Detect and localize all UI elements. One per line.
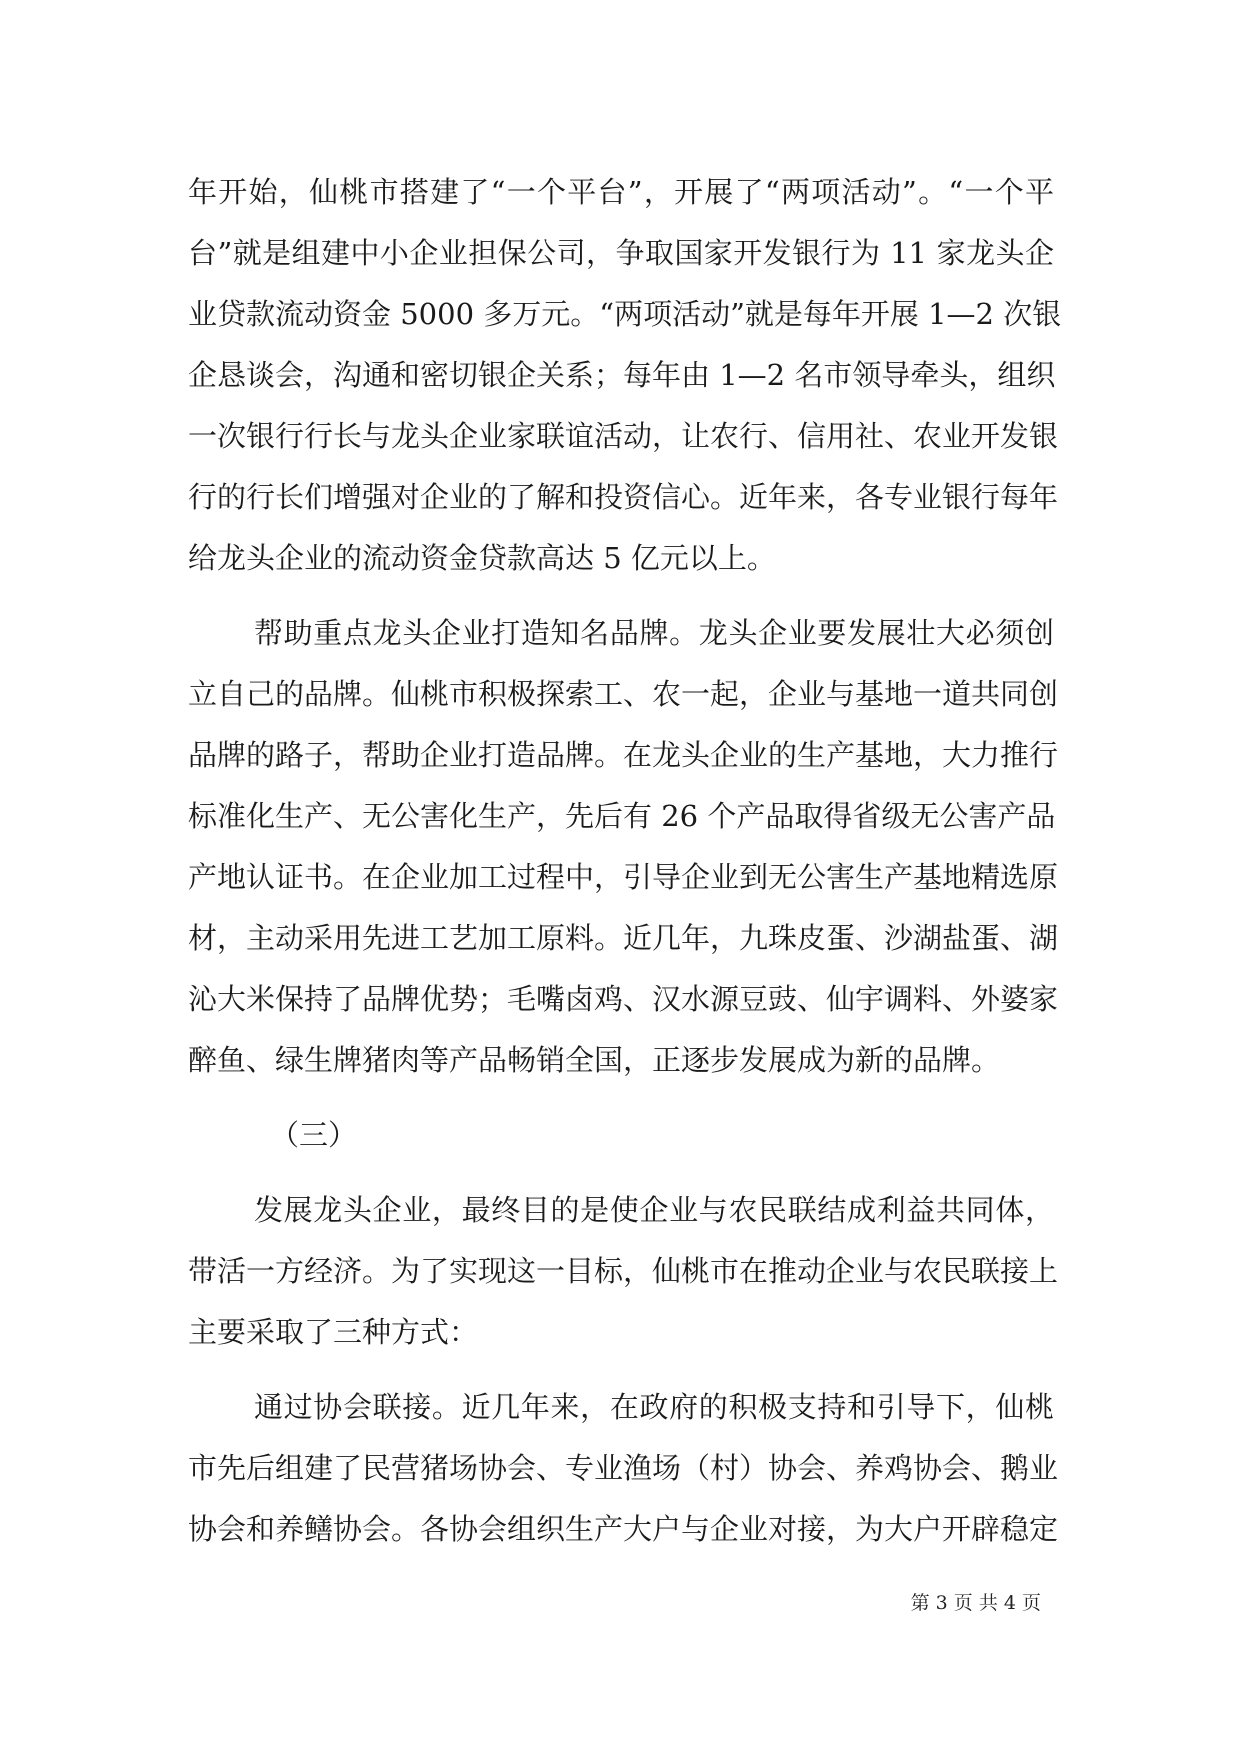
- text-line: 业贷款流动资金 5000 多万元。“两项活动”就是每年开展 1—2 次银: [188, 297, 1062, 331]
- paragraph-1: [188, 162, 1062, 589]
- text-line: 材，主动采用先进工艺加工原料。近几年，九珠皮蛋、沙湖盐蛋、湖: [188, 921, 1059, 955]
- text-line: 品牌的路子，帮助企业打造品牌。在龙头企业的生产基地，大力推行: [188, 738, 1059, 772]
- section-heading: [188, 1105, 1054, 1166]
- text-line: 通过协会联接。近几年来，在政府的积极支持和引导下，仙桃: [254, 1390, 1054, 1424]
- text-line: 带活一方经济。为了实现这一目标，仙桃市在推动企业与农民联接上: [188, 1254, 1059, 1288]
- text-line: 市先后组建了民营猪场协会、专业渔场（村）协会、养鸡协会、鹅业: [188, 1451, 1059, 1485]
- paragraph-2: [188, 603, 1059, 1091]
- text-line: 给龙头企业的流动资金贷款高达 5 亿元以上。: [188, 541, 776, 575]
- text-line: 发展龙头企业，最终目的是使企业与农民联结成利益共同体，: [254, 1193, 1054, 1227]
- section-number: （三）: [270, 1118, 358, 1152]
- text-line: 沁大米保持了品牌优势；毛嘴卤鸡、汉水源豆豉、仙宇调料、外婆家: [188, 982, 1059, 1016]
- text-line: 帮助重点龙头企业打造知名品牌。龙头企业要发展壮大必须创: [254, 616, 1054, 650]
- text-line: 企恳谈会，沟通和密切银企关系；每年由 1—2 名市领导牵头，组织: [188, 358, 1056, 392]
- document-body: [188, 162, 1062, 1560]
- text-line: 台”就是组建中小企业担保公司，争取国家开发银行为 11 家龙头企: [188, 236, 1054, 270]
- text-line: 醉鱼、绿生牌猪肉等产品畅销全国，正逐步发展成为新的品牌。: [188, 1043, 1001, 1077]
- text-line: 立自己的品牌。仙桃市积极探索工、农一起，企业与基地一道共同创: [188, 677, 1059, 711]
- text-line: 年开始，仙桃市搭建了“一个平台”，开展了“两项活动”。“一个平: [188, 175, 1054, 209]
- text-line: 产地认证书。在企业加工过程中，引导企业到无公害生产基地精选原: [188, 860, 1059, 894]
- text-line: 主要采取了三种方式：: [188, 1315, 479, 1349]
- paragraph-3: [188, 1180, 1059, 1363]
- text-line: 标准化生产、无公害化生产，先后有 26 个产品取得省级无公害产品: [188, 799, 1056, 833]
- paragraph-4: [188, 1377, 1059, 1560]
- text-line: 一次银行行长与龙头企业家联谊活动，让农行、信用社、农业开发银: [188, 419, 1059, 453]
- text-line: 协会和养鳝协会。各协会组织生产大户与企业对接，为大户开辟稳定: [188, 1512, 1059, 1546]
- text-line: 行的行长们增强对企业的了解和投资信心。近年来，各专业银行每年: [188, 480, 1059, 514]
- page-number: 第 3 页 共 4 页: [910, 1592, 1041, 1614]
